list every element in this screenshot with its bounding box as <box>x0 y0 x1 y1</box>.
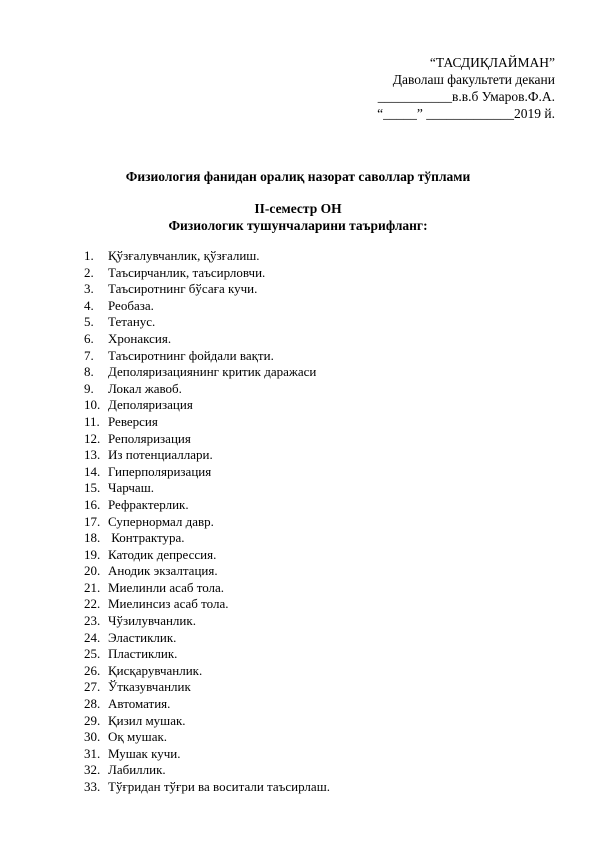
list-item <box>84 364 330 381</box>
question-number: 33. <box>84 779 101 794</box>
question-text: Анодик экзалтация. <box>108 563 218 579</box>
list-item <box>84 298 330 315</box>
list-item <box>84 762 330 779</box>
question-text: Пластиклик. <box>108 646 178 662</box>
approval-heading: “ТАСДИҚЛАЙМАН” <box>429 55 555 70</box>
list-item <box>84 547 330 564</box>
question-text: Хронаксия. <box>108 330 172 346</box>
question-text: Реверсия <box>108 413 158 429</box>
question-number: 4. <box>84 297 94 313</box>
question-text: Таъсиротнинг фойдали вақти. <box>108 347 274 363</box>
list-item <box>84 613 330 630</box>
question-text: Деполяризациянинг критик даражаси <box>108 364 317 380</box>
list-item <box>84 679 330 696</box>
question-text: Тўғридан тўғри ва воситали таъсирлаш. <box>108 779 330 794</box>
list-item <box>84 746 330 763</box>
question-text: Эластиклик. <box>108 629 177 645</box>
question-number: 8. <box>84 364 94 380</box>
question-number: 15. <box>84 480 101 496</box>
list-item <box>84 580 330 597</box>
question-number: 21. <box>84 579 101 595</box>
question-number: 25. <box>84 646 101 662</box>
question-text: Реполяризация <box>108 430 191 446</box>
question-text: Тетанус. <box>108 314 156 330</box>
list-item <box>84 630 330 647</box>
question-text: Супернормал давр. <box>108 513 214 529</box>
list-item <box>84 530 330 547</box>
question-number: 11. <box>84 413 100 429</box>
list-item <box>84 397 330 414</box>
questions-list <box>84 248 330 796</box>
question-number: 17. <box>84 513 101 529</box>
question-text: Рефрактерлик. <box>108 496 189 512</box>
question-text: Қисқарувчанлик. <box>108 662 203 678</box>
list-item <box>84 381 330 398</box>
question-number: 20. <box>84 563 101 579</box>
question-text: Контрактура. <box>108 530 185 546</box>
list-item <box>84 431 330 448</box>
list-item <box>84 248 330 265</box>
question-text: Лабиллик. <box>108 762 166 778</box>
question-number: 6. <box>84 330 94 346</box>
question-text: Ўтказувчанлик <box>108 679 191 695</box>
list-item <box>84 713 330 730</box>
question-text: Из потенциаллари. <box>108 447 213 463</box>
approval-signature-line: ___________в.в.б Умаров.Ф.А. <box>377 89 555 104</box>
question-number: 32. <box>84 762 101 778</box>
approval-dean-title: Даволаш факультети декани <box>392 72 555 87</box>
question-number: 31. <box>84 745 101 761</box>
list-item <box>84 729 330 746</box>
question-number: 9. <box>84 380 94 396</box>
list-item <box>84 480 330 497</box>
list-item <box>84 696 330 713</box>
question-number: 26. <box>84 662 101 678</box>
question-text: Деполяризация <box>108 397 193 413</box>
question-text: Оқ мушак. <box>108 729 168 745</box>
list-item <box>84 447 330 464</box>
question-number: 29. <box>84 712 101 728</box>
question-text: Чўзилувчанлик. <box>108 613 196 629</box>
question-text: Қўзғалувчанлик, қўзғалиш. <box>108 248 260 263</box>
question-text: Гиперполяризация <box>108 463 212 479</box>
question-text: Катодик депрессия. <box>108 546 217 562</box>
question-number: 16. <box>84 496 101 512</box>
question-text: Мушак кучи. <box>108 745 181 761</box>
question-number: 1. <box>84 248 94 263</box>
question-number: 27. <box>84 679 101 695</box>
question-text: Чарчаш. <box>108 480 154 496</box>
question-text: Миелинли асаб тола. <box>108 579 225 595</box>
list-item <box>84 497 330 514</box>
question-number: 13. <box>84 447 101 463</box>
question-number: 12. <box>84 430 101 446</box>
question-number: 30. <box>84 729 101 745</box>
question-text: Миелинсиз асаб тола. <box>108 596 229 612</box>
question-text: Таъсирчанлик, таъсирловчи. <box>108 264 266 280</box>
approval-date-line: “_____” _____________2019 й. <box>377 106 555 121</box>
approval-block <box>377 54 555 122</box>
document-title: Физиология фанидан оралиқ назорат саволлар тўплами <box>125 169 471 184</box>
question-number: 22. <box>84 596 101 612</box>
question-number: 7. <box>84 347 94 363</box>
list-item <box>84 563 330 580</box>
list-item <box>84 348 330 365</box>
list-item <box>84 514 330 531</box>
question-text: Қизил мушак. <box>108 712 186 728</box>
list-item <box>84 281 330 298</box>
question-number: 18. <box>84 530 101 546</box>
list-item <box>84 265 330 282</box>
question-text: Локал жавоб. <box>108 380 182 396</box>
list-item <box>84 314 330 331</box>
question-text: Автоматия. <box>108 696 171 712</box>
list-item <box>84 646 330 663</box>
list-item <box>84 331 330 348</box>
list-item <box>84 464 330 481</box>
question-number: 5. <box>84 314 94 330</box>
question-number: 3. <box>84 281 94 297</box>
section-subtitle: Физиологик тушунчаларини таърифланг: <box>168 218 428 233</box>
question-number: 19. <box>84 546 101 562</box>
list-item <box>84 663 330 680</box>
question-number: 14. <box>84 463 101 479</box>
question-number: 2. <box>84 264 94 280</box>
question-number: 24. <box>84 629 101 645</box>
question-text: Реобаза. <box>108 297 154 313</box>
list-item <box>84 596 330 613</box>
question-number: 28. <box>84 696 101 712</box>
question-text: Таъсиротнинг бўсаға кучи. <box>108 281 258 297</box>
question-number: 10. <box>84 397 101 413</box>
semester-heading: II-семестр ОН <box>254 201 342 216</box>
question-number: 23. <box>84 613 101 629</box>
list-item <box>84 779 330 796</box>
list-item <box>84 414 330 431</box>
